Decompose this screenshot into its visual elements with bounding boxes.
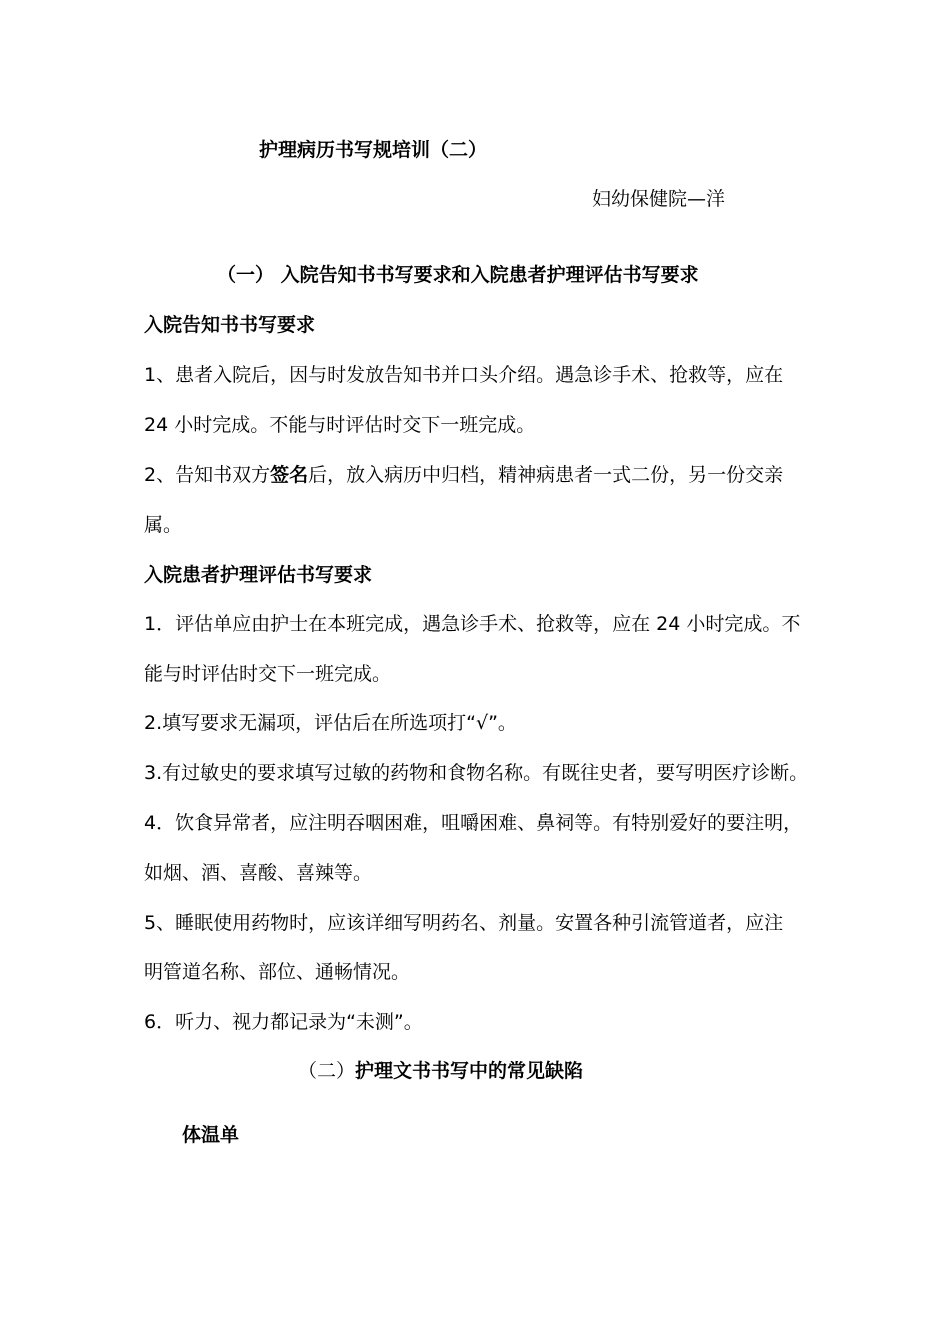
subheading-assessment: 入院患者护理评估书写要求: [144, 564, 373, 586]
bold-term-signature: 签名: [270, 464, 309, 486]
text-run: 1、患者入院后，因与时发放告知书并口头介绍。遇急诊手术、抢救等，应在: [144, 364, 784, 386]
section-title: 护理文书书写中的常见缺陷: [355, 1060, 584, 1082]
paragraph-line: [144, 363, 816, 387]
paragraph-line: 6．听力、视力都记录为“未测”。: [144, 1011, 423, 1033]
paragraph-line: [144, 463, 783, 487]
paragraph-line: 能与时评估时交下一班完成。: [144, 663, 392, 685]
author-line: 妇幼保健院—洋: [592, 188, 726, 210]
paragraph-line: 3.有过敏史的要求填写过敏的药物和食物名称。有既往史者，要写明医疗诊断。: [144, 762, 809, 784]
paragraph-line: 如烟、酒、喜酸、喜辣等。: [144, 862, 373, 884]
text-run: 后，放入病历中归档，精神病患者一式二份，另一份交亲: [308, 464, 784, 486]
subheading-admission-notice: 入院告知书书写要求: [144, 314, 316, 336]
paragraph-line: 24 小时完成。不能与时评估时交下一班完成。: [144, 414, 536, 436]
paragraph-line: 属。: [144, 514, 183, 536]
subheading-temperature-chart: 体温单: [182, 1124, 240, 1146]
paragraph-line: 明管道名称、部位、通畅情况。: [144, 961, 411, 983]
document-title: 护理病历书写规培训（二）: [259, 139, 488, 161]
paragraph-line: 5、睡眠使用药物时，应该详细写明药名、剂量。安置各种引流管道者，应注: [144, 912, 784, 934]
section-number: （二）: [298, 1060, 356, 1082]
paragraph-line: 2.填写要求无漏项，评估后在所选项打“√”。: [144, 712, 517, 734]
section-heading-1: （一） 入院告知书书写要求和入院患者护理评估书写要求: [217, 264, 699, 286]
paragraph-line: 4．饮食异常者，应注明吞咽困难，咀嚼困难、鼻祠等。有特别爱好的要注明，: [144, 812, 803, 834]
paragraph-line: 1．评估单应由护士在本班完成，遇急诊手术、抢救等，应在 24 小时完成。不: [144, 613, 801, 635]
text-run: 2、告知书双方: [144, 464, 271, 486]
section-heading-2: [298, 1059, 583, 1083]
